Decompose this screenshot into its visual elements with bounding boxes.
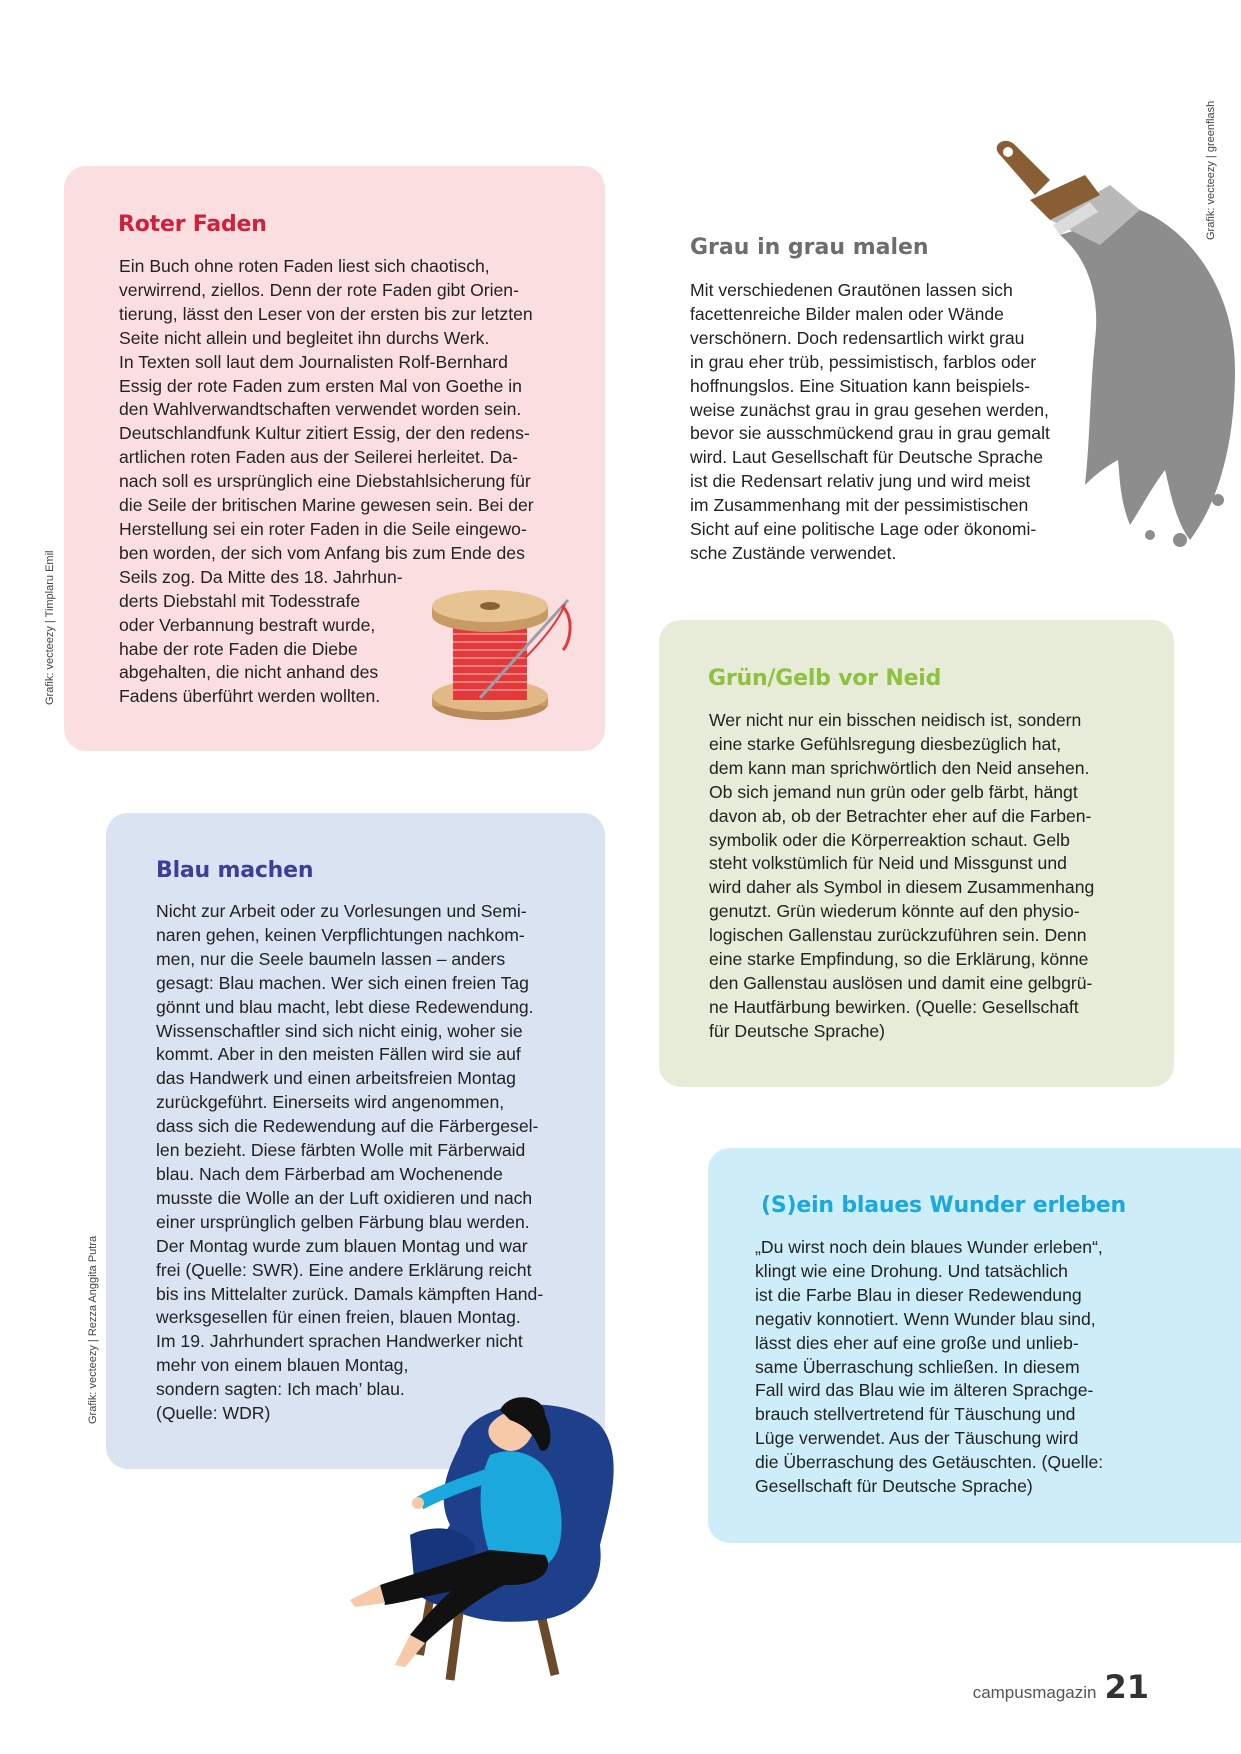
gruen-title: Grün/Gelb vor Neid [708, 666, 942, 691]
blau-box [106, 813, 605, 1469]
thread-spool-illustration [425, 588, 585, 748]
credit-spool: Grafik: vecteezy | Timplaru Emil [44, 550, 56, 705]
roter-faden-title: Roter Faden [118, 212, 267, 237]
credit-woman: Grafik: vecteezy | Rezza Anggita Putra [87, 1235, 99, 1424]
blau-title: Blau machen [156, 858, 314, 883]
grau-title: Grau in grau malen [690, 235, 929, 260]
page-footer [973, 1668, 1149, 1706]
wunder-body: „Du wirst noch dein blaues Wunder erleben“, klingt wie eine Drohung. Und tatsächlich ist die Farbe Blau in dieser Redewendung negativ konnotiert. Wenn Wunder blau sind, lässt dies eher auf eine große und unlieb- same Überraschung schließen. In diesem Fall wird das Blau wie im älteren Sprachge- brauch stellvertretend für Täuschung und Lüge verwendet. Aus der Täuschung wird die Überraschung des Getäuschten. (Quelle: Gesellschaft für Deutsche Sprache) [755, 1237, 1104, 1497]
page-number: 21 [1104, 1668, 1149, 1706]
gruen-body: Wer nicht nur ein bisschen neidisch ist, sondern eine starke Gefühlsregung diesbezüglich hat, dem kann man sprichwörtlich den Neid ansehen. Ob sich jemand nun grün oder gelb färbt, hängt davon ab, ob der Betrachter eher auf die Farben- symbolik oder die Körperreaktion schaut. Gelb steht volkstümlich für Neid und Missgunst und wird daher als Symbol in diesem Zusammenhang genutzt. Grün wiederum könnte auf den physio- logischen Gallenstau zurückzuführen sein. Denn eine starke Empfindung, so die Erklärung, könne den Gallenstau auslösen und damit eine gelbgrü- ne Hautfärbung bewirken. (Quelle: Gesellschaft für Deutsche Sprache) [709, 710, 1095, 1041]
woman-armchair-illustration [340, 1385, 650, 1685]
blau-body: Nicht zur Arbeit oder zu Vorlesungen und Semi- naren gehen, keinen Verpflichtungen nachkom- men, nur die Seele baumeln lassen – anders gesagt: Blau machen. Wer sich einen freien Tag gönnt und blau macht, lebt diese Redewendung. Wissenschaftler sind sich nicht einig, woher sie kommt. Aber in den meisten Fällen wird sie auf das Handwerk und einen arbeitsfreien Montag zurückgeführt. Einerseits wird angenommen, dass sich die Redewendung auf die Färbergesel- len bezieht. Diese färbten Wolle mit Färberwaid blau. Nach dem Färberbad am Wochenende musste die Wolle an der Luft oxidieren und nach einer ursprünglich gelben Färbung blau werden. Der Montag wurde zum blauen Montag und war frei (Quelle: SWR). Eine andere Erklärung reicht bis ins Mittelalter zurück. Damals kämpften Hand- werksgesellen für einen freien, blauen Montag. Im 19. Jahrhundert sprachen Handwerker nicht mehr von einem blauen Montag, sondern sagten: Ich mach’ blau. (Quelle: WDR) [156, 901, 544, 1424]
credit-brush: Grafik: vecteezy | greenflash [1205, 100, 1217, 240]
roter-faden-body: Ein Buch ohne roten Faden liest sich chaotisch, verwirrend, ziellos. Denn der rote Faden gibt Orien- tierung, lässt den Leser von der ersten bis zur letzten Seite nicht allein und begleitet ihn durchs Werk. In Texten soll laut dem Journalisten Rolf-Bernhard Essig der rote Faden zum ersten Mal von Goethe in den Wahlverwandtschaften verwendet worden sein. Deutschlandfunk Kultur zitiert Essig, der den redens- artlichen roten Faden aus der Seilerei herleitet. Da- nach soll es ursprünglich eine Diebstahlsicherung für die Seile der britischen Marine gewesen sein. Bei der Herstellung sei ein roter Faden in die Seile eingewo- ben worden, der sich vom Anfang bis zum Ende des Seils zog. Da Mitte des 18. Jahrhun- derts Diebstahl mit Todesstrafe oder Verbannung bestraft wurde, habe der rote Faden die Diebe abgehalten, die nicht anhand des Fadens überführt werden wollten. [119, 256, 534, 707]
wunder-box [708, 1148, 1241, 1543]
grau-body: Mit verschiedenen Grautönen lassen sich facettenreiche Bilder malen oder Wände verschönern. Doch redensartlich wirkt grau in grau eher trüb, pessimistisch, farblos oder hoffnungslos. Eine Situation kann beispiels- weise zunächst grau in grau gesehen werden, bevor sie ausschmückend grau in grau gemalt wird. Laut Gesellschaft für Deutsche Sprache ist die Redensart relativ jung und wird meist im Zusammenhang mit der pessimistischen Sicht auf eine politische Lage oder ökonomi- sche Zustände verwendet. [690, 280, 1050, 563]
magazine-name: campusmagazin [972, 1683, 1097, 1702]
wunder-title: (S)ein blaues Wunder erleben [761, 1193, 1126, 1218]
gruen-box [659, 620, 1174, 1087]
paintbrush-illustration [990, 140, 1240, 560]
